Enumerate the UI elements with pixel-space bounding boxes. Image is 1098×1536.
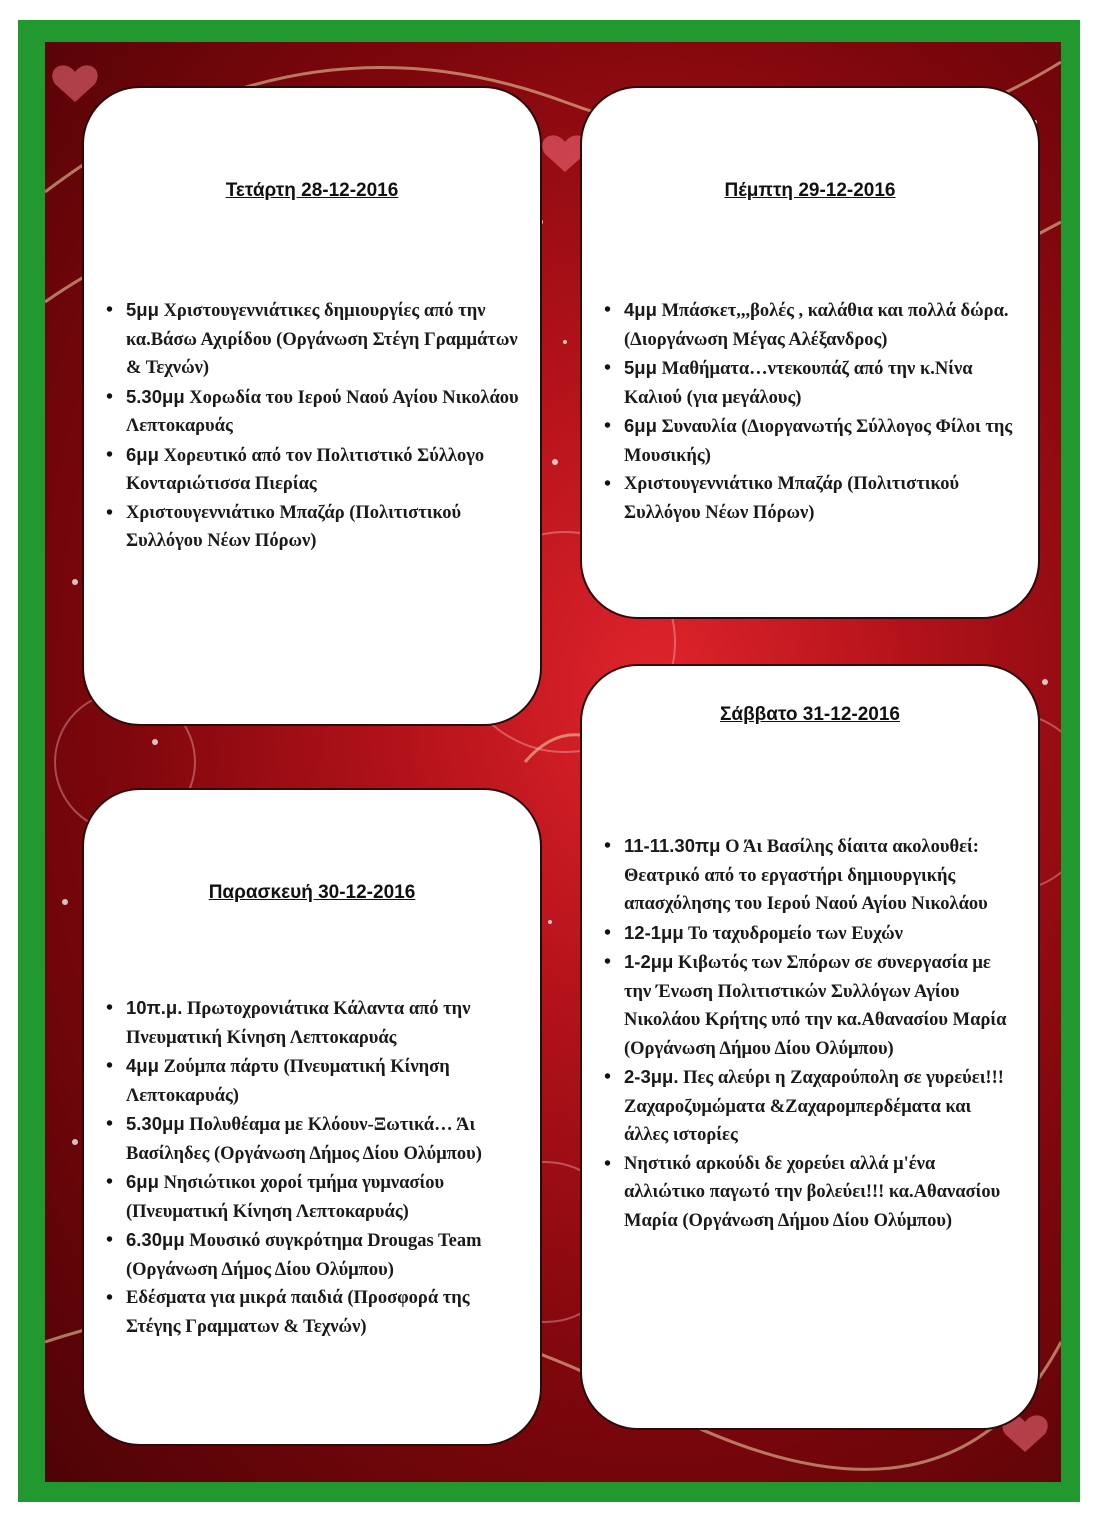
- list-item: • Χριστουγεννιάτικο Μπαζάρ (Πολιτιστικού Συλλόγου Νέων Πόρων): [604, 470, 1020, 527]
- list-item: • 5μμ Χριστουγεννιάτικες δημιουργίες από την κα.Βάσω Αχιρίδου (Οργάνωση Στέγη Γραμμάτων & Τεχνών): [106, 296, 522, 383]
- card-friday: [82, 788, 542, 1446]
- list-item: • 10π.μ. Πρωτοχρονιάτικα Κάλαντα από την Πνευματική Κίνηση Λεπτοκαρυάς: [106, 994, 522, 1052]
- list-item: • 4μμ Μπάσκετ,,,βολές , καλάθια και πολλά δώρα. (Διοργάνωση Μέγας Αλέξανδρος): [604, 296, 1020, 354]
- list-item: • 5.30μμ Χορωδία του Ιερού Ναού Αγίου Νικολάου Λεπτοκαρυάς: [106, 383, 522, 441]
- list-item: • 6μμ Συναυλία (Διοργανωτής Σύλλογος Φίλοι της Μουσικής): [604, 412, 1020, 470]
- card-saturday: [580, 664, 1040, 1430]
- event-list-saturday: [604, 832, 1020, 1235]
- list-item: • 5.30μμ Πολυθέαμα με Κλόουν-Ξωτικά… Άι Βασίληδες (Οργάνωση Δήμος Δίου Ολύμπου): [106, 1110, 522, 1168]
- card-title-friday: Παρασκευή 30-12-2016: [208, 882, 416, 903]
- list-item: • 5μμ Μαθήματα…ντεκουπάζ από την κ.Νίνα Καλιού (για μεγάλους): [604, 354, 1020, 412]
- list-item: • 6μμ Νησιώτικοι χοροί τμήμα γυμνασίου (Πνευματική Κίνηση Λεπτοκαρυάς): [106, 1168, 522, 1226]
- list-item: • 12-1μμ Το ταχυδρομείο των Ευχών: [604, 919, 1020, 949]
- list-item: • 1-2μμ Κιβωτός των Σπόρων σε συνεργασία με την Ένωση Πολιτιστικών Συλλόγων Αγίου Νικολάου Κρήτης υπό την κα.Αθανασίου Μαρία (Οργάνωση Δήμου Δίου Ολύμπου): [604, 948, 1020, 1063]
- card-title-wednesday: Τετάρτη 28-12-2016: [225, 180, 399, 201]
- list-item: • Νηστικό αρκούδι δε χορεύει αλλά μ'ένα αλλιώτικο παγωτό την βολεύει!!! κα.Αθανασίου Μαρία (Οργάνωση Δήμου Δίου Ολύμπου): [604, 1150, 1020, 1236]
- list-item: • 2-3μμ. Πες αλεύρι η Ζαχαρούπολη σε γυρεύει!!! Ζαχαροζυμώματα &Ζαχαρομπερδέματα και άλλες ιστορίες: [604, 1063, 1020, 1150]
- event-list-friday: [106, 994, 522, 1341]
- list-item: • Χριστουγεννιάτικο Μπαζάρ (Πολιτιστικού Συλλόγου Νέων Πόρων): [106, 499, 522, 556]
- card-thursday: [580, 86, 1040, 619]
- list-item: • 6μμ Χορευτικό από τον Πολιτιστικό Σύλλογο Κονταριώτισσα Πιερίας: [106, 441, 522, 499]
- card-wednesday: [82, 86, 542, 726]
- event-list-wednesday: [106, 296, 522, 556]
- event-list-thursday: [604, 296, 1020, 527]
- card-title-thursday: Πέμπτη 29-12-2016: [724, 180, 896, 201]
- list-item: • 4μμ Ζούμπα πάρτυ (Πνευματική Κίνηση Λεπτοκαρυάς): [106, 1052, 522, 1110]
- list-item: • Εδέσματα για μικρά παιδιά (Προσφορά της Στέγης Γραμματων & Τεχνών): [106, 1284, 522, 1341]
- list-item: • 6.30μμ Μουσικό συγκρότημα Drougas Team (Οργάνωση Δήμος Δίου Ολύμπου): [106, 1226, 522, 1284]
- card-title-saturday: Σάββατο 31-12-2016: [720, 704, 900, 725]
- list-item: • 11-11.30πμ Ο Άι Βασίλης δίαιτα ακολουθεί: Θεατρικό από το εργαστήρι δημιουργικής απασχόλησης του Ιερού Ναού Αγίου Νικολάου: [604, 832, 1020, 919]
